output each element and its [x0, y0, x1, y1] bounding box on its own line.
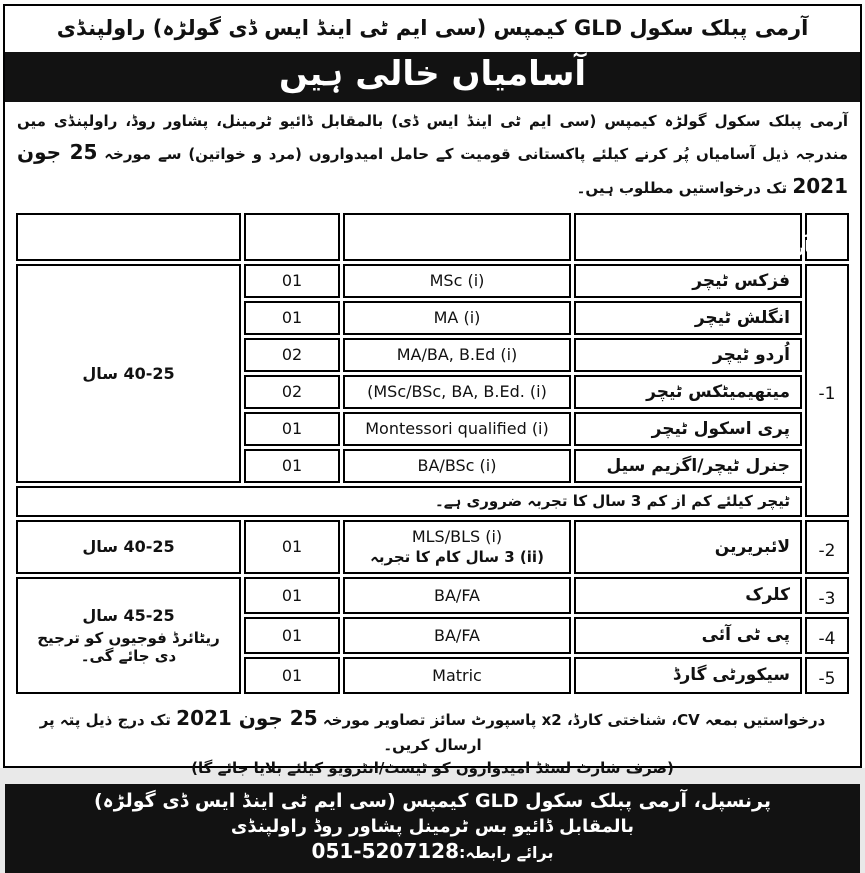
table-header-row: [16, 213, 849, 261]
age-librarian: 40-25 سال: [16, 520, 241, 574]
post-security-guard: سیکورٹی گارڈ: [574, 657, 802, 694]
post-urdu-teacher: اُردو ٹیچر: [574, 338, 802, 372]
post-pti: پی ٹی آئی: [574, 617, 802, 654]
shortlist-note: (صرف شارٹ لسٹڈ امیدواروں کو ٹیسٹ/انٹرویو کیلئے بلایا جائے گا): [191, 759, 674, 777]
intro-text-before-date: آرمی پبلک سکول گولڑہ کیمپس (سی ایم ٹی اینڈ ایس ڈی) بالمقابل ڈائیو ٹرمینل، پشاور روڈ، راولپنڈی میں مندرجہ ذیل آسامیاں پُر کرنے کیلئے پاکستانی قومیت کے حامل امیدواروں (مرد و خواتین) سے مورخہ: [17, 112, 848, 163]
edu-english-teacher: MA (i): [343, 301, 571, 335]
count-librarian: 01: [244, 520, 340, 574]
serial-5: -5: [805, 657, 849, 694]
vacancy-banner-title: آسامیاں خالی ہیں: [278, 54, 587, 95]
table-row: [16, 577, 849, 614]
header-age: عمر: [16, 213, 241, 261]
count-clerk: 01: [244, 577, 340, 614]
application-instructions-line1: [15, 703, 850, 757]
count-pti: 01: [244, 617, 340, 654]
edu-physics-teacher: MSc (i): [343, 264, 571, 298]
footer-principal-line: پرنسپل، آرمی پبلک سکول GLD کیمپس (سی ایم ٹی اینڈ ایس ڈی گولڑہ): [93, 790, 772, 813]
count-mathematics-teacher: 02: [244, 375, 340, 409]
intro-deadline-date: 25 جون 2021: [17, 139, 848, 198]
vacancy-banner: [5, 52, 860, 102]
footer-contact-line: [13, 838, 852, 864]
edu-librarian: [343, 520, 571, 574]
header-post: عہدہ: [574, 213, 802, 261]
post-general-teacher-exam-cell: جنرل ٹیچر/اگزیم سیل: [574, 449, 802, 483]
edu-pti: BA/FA: [343, 617, 571, 654]
edu-librarian-line2: (ii) 3 سال کام کا تجربہ: [370, 548, 544, 567]
header-serial: نمبر شمار: [805, 213, 849, 261]
serial-4: -4: [805, 617, 849, 654]
footer-address-line: بالمقابل ڈائیو بس ٹرمینل پشاور روڈ راولپنڈی: [230, 815, 635, 837]
post-mathematics-teacher: میتھیمیٹکس ٹیچر: [574, 375, 802, 409]
header-count: آسامی تعداد: [244, 213, 340, 261]
apply-text-after-date: تک درج ذیل پتہ پر ارسال کریں۔: [39, 710, 482, 754]
edu-clerk: BA/FA: [343, 577, 571, 614]
post-physics-teacher: فزکس ٹیچر: [574, 264, 802, 298]
contact-footer: [5, 784, 860, 873]
table-row: [16, 520, 849, 574]
count-physics-teacher: 01: [244, 264, 340, 298]
apply-text-before-date: درخواستیں بمعہ CV، شناختی کارڈ، x2 پاسپورٹ سائز تصاویر مورخہ: [317, 710, 826, 729]
count-preschool-teacher: 01: [244, 412, 340, 446]
count-urdu-teacher: 02: [244, 338, 340, 372]
post-librarian: لائبریرین: [574, 520, 802, 574]
phone-number: 051-5207128: [311, 839, 459, 864]
job-advertisement: [3, 4, 862, 864]
intro-text-after-date: تک درخواستیں مطلوب ہیں۔: [576, 178, 793, 197]
application-instructions: [5, 697, 860, 785]
edu-general-teacher-exam-cell: BA/BSc (i): [343, 449, 571, 483]
edu-preschool-teacher: Montessori qualified (i): [343, 412, 571, 446]
serial-2: -2: [805, 520, 849, 574]
age-staff-range: 45-25 سال: [82, 605, 175, 625]
edu-security-guard: Matric: [343, 657, 571, 694]
table-note-row: [16, 486, 849, 517]
school-title: آرمی پبلک سکول GLD کیمپس (سی ایم ٹی اینڈ ایس ڈی گولڑہ) راولپنڈی: [56, 16, 809, 40]
count-english-teacher: 01: [244, 301, 340, 335]
edu-urdu-teacher: MA/BA, B.Ed (i): [343, 338, 571, 372]
vacancies-table: [13, 210, 852, 697]
age-staff: [16, 577, 241, 694]
post-clerk: کلرک: [574, 577, 802, 614]
header-education: تعلیم / تجربہ: [343, 213, 571, 261]
serial-3: -3: [805, 577, 849, 614]
table-row: [16, 264, 849, 298]
post-preschool-teacher: پری اسکول ٹیچر: [574, 412, 802, 446]
age-staff-preference-note: ریٹائرڈ فوجیوں کو ترجیح دی جائے گی۔: [37, 628, 220, 665]
teacher-experience-note: ٹیچر کیلئے کم از کم 3 سال کا تجربہ ضروری ہے۔: [16, 486, 802, 517]
count-security-guard: 01: [244, 657, 340, 694]
serial-1: -1: [805, 264, 849, 517]
contact-label: برائے رابطہ:: [459, 843, 554, 863]
count-general-teacher-exam-cell: 01: [244, 449, 340, 483]
age-teachers: 40-25 سال: [16, 264, 241, 483]
ad-header: [5, 6, 860, 52]
post-english-teacher: انگلش ٹیچر: [574, 301, 802, 335]
apply-deadline-date: 25 جون 2021: [176, 705, 318, 730]
edu-mathematics-teacher: (MSc/BSc, BA, B.Ed. (i): [343, 375, 571, 409]
edu-librarian-line1: MLS/BLS (i): [411, 527, 503, 547]
intro-paragraph: [5, 102, 860, 208]
